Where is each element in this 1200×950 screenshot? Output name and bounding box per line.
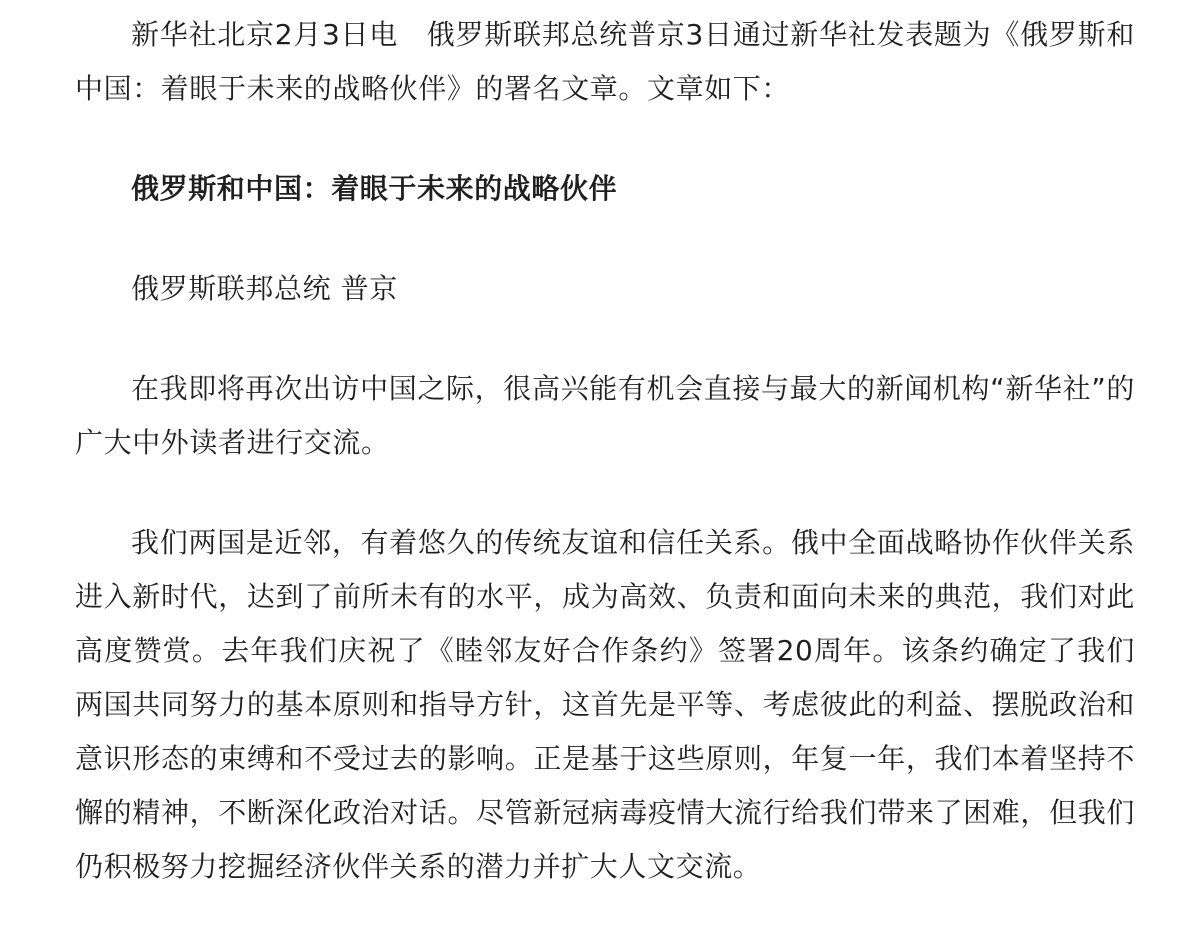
dateline-paragraph: 新华社北京2月3日电 俄罗斯联邦总统普京3日通过新华社发表题为《俄罗斯和中国：着眼于未来的战略伙伴》的署名文章。文章如下： xyxy=(75,18,1135,105)
paragraph-2: 我们两国是近邻，有着悠久的传统友谊和信任关系。俄中全面战略协作伙伴关系进入新时代，达到了前所未有的水平，成为高效、负责和面向未来的典范，我们对此高度赞赏。去年我们庆祝了《睦邻友好合作条约》签署20周年。该条约确定了我们两国共同努力的基本原则和指导方针，这首先是平等、考虑彼此的利益、摆脱政治和意识形态的束缚和不受过去的影响。正是基于这些原则，年复一年，我们本着坚持不懈的精神，不断深化政治对话。尽管新冠病毒疫情大流行给我们带来了困难，但我们仍积极努力挖掘经济伙伴关系的潜力并扩大人文交流。 xyxy=(75,526,1135,883)
article-headline: 俄罗斯和中国：着眼于未来的战略伙伴 xyxy=(131,172,618,205)
article-body xyxy=(75,8,1135,894)
paragraph-1: 在我即将再次出访中国之际，很高兴能有机会直接与最大的新闻机构“新华社”的广大中外读者进行交流。 xyxy=(75,372,1135,459)
byline: 俄罗斯联邦总统 普京 xyxy=(131,272,398,305)
